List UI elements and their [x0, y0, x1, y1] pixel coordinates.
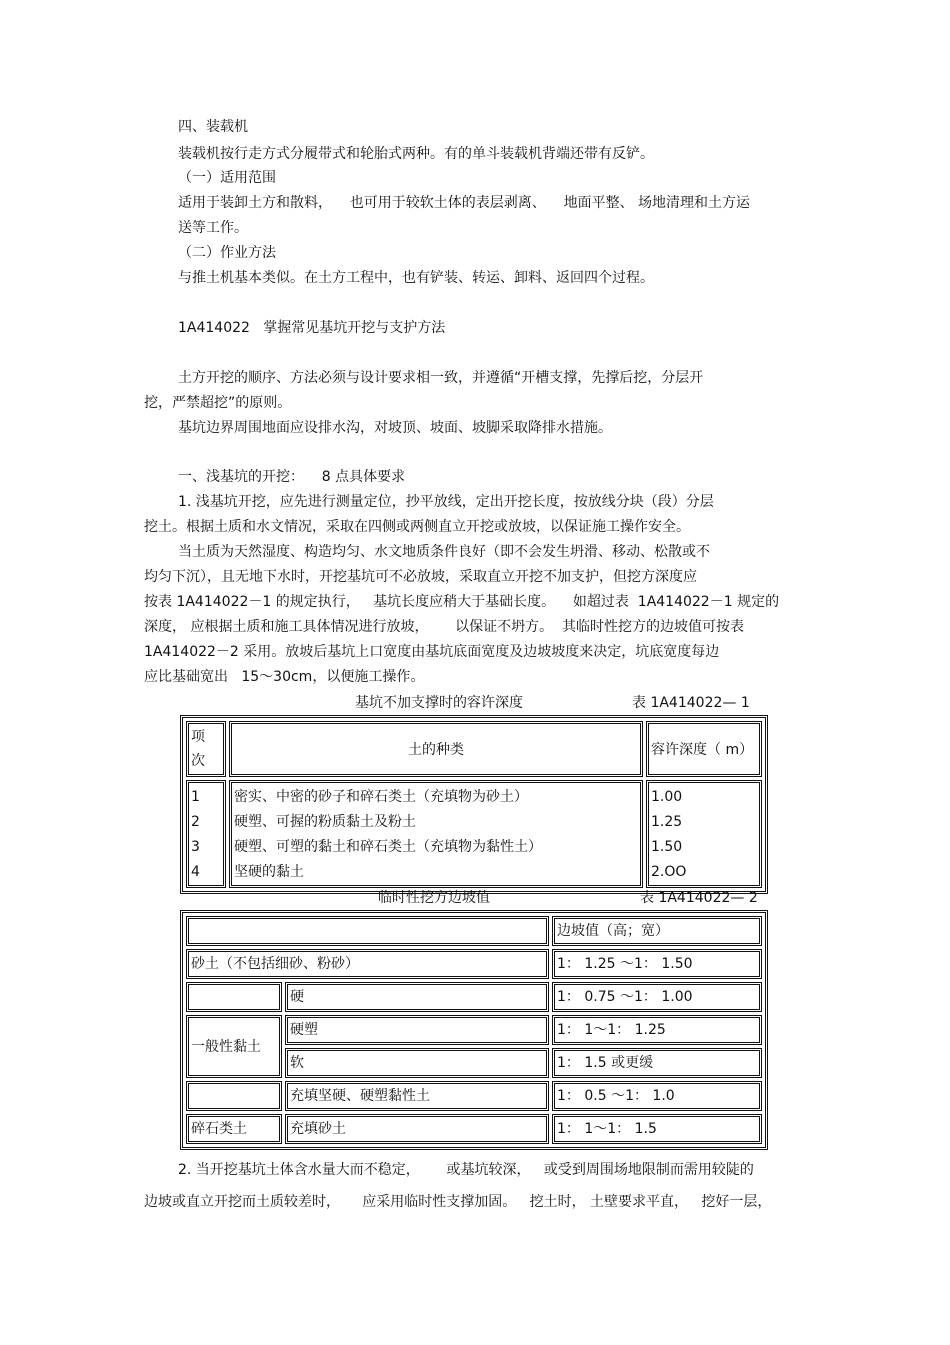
table-cell: 密实、中密的砂子和碎石类土（充填物为砂土） — [234, 789, 528, 805]
table-cell: 硬塑、可塑的黏土和碎石类土（充填物为黏性土） — [234, 839, 542, 855]
header-blank — [186, 916, 549, 946]
table-cell: 硬 — [285, 982, 549, 1012]
table-cell: 1： 0.5 ～1： 1.0 — [552, 1081, 762, 1111]
table-caption: 临时性挖方边坡值 — [378, 890, 490, 906]
table-cell — [186, 982, 282, 1012]
table-cell: 1： 1.25 ～1： 1.50 — [552, 949, 762, 979]
table-cell: 1： 1～1： 1.25 — [552, 1015, 762, 1045]
table-cell: 碎石类土 — [186, 1114, 282, 1144]
paragraph: 挖土。根据土质和水文情况，采取在四侧或两侧直立开挖或放坡，以保证施工操作安全。 — [144, 519, 690, 535]
table-cell: 3 — [191, 839, 200, 855]
table-cell: 4 — [191, 864, 200, 880]
table-cell: 2 — [191, 814, 200, 830]
section-heading: 四、装载机 — [178, 119, 248, 135]
group-label: 一般性黏土 — [186, 1015, 282, 1078]
table-number: 表 1A414022— 2 — [640, 890, 758, 906]
paragraph: 按表 1A414022－1 的规定执行， 基坑长度应稍大于基础长度。 如超过表 1A414022－1 规定的 — [144, 594, 780, 610]
header-soil-type: 土的种类 — [229, 721, 643, 777]
table-cell: 充填坚硬、硬塑黏性土 — [285, 1081, 549, 1111]
row-depth-column — [646, 780, 762, 888]
slope-value-table — [180, 910, 768, 1150]
header-slope: 边坡值（高；宽） — [552, 916, 762, 946]
paragraph: 均匀下沉），且无地下水时，开挖基坑可不必放坡，采取直立开挖不加支护，但挖方深度应 — [144, 569, 697, 585]
table-cell: 坚硬的黏土 — [234, 864, 304, 880]
paragraph: 2. 当开挖基坑土体含水量大而不稳定， 或基坑较深， 或受到周围场地限制而需用较陡的 — [178, 1162, 754, 1178]
subheading: （一）适用范围 — [178, 170, 276, 186]
paragraph: 与推土机基本类似。在土方工程中，也有铲装、转运、卸料、返回四个过程。 — [178, 270, 654, 286]
paragraph: 装载机按行走方式分履带式和轮胎式两种。有的单斗装载机背端还带有反铲。 — [178, 146, 654, 162]
header-allowable-depth: 容许深度（ m） — [646, 721, 762, 777]
table-cell: 砂土（不包括细砂、粉砂） — [186, 949, 549, 979]
table-caption: 基坑不加支撑时的容许深度 — [355, 695, 523, 711]
table-cell: 软 — [285, 1048, 549, 1078]
header-no: 项 次 — [186, 721, 226, 777]
table-cell: 1： 1～1： 1.5 — [552, 1114, 762, 1144]
paragraph: 深度， 应根据土质和施工具体情况进行放坡， 以保证不坍方。 其临时性挖方的边坡值可按表 — [144, 619, 745, 635]
table-cell: 1.50 — [651, 839, 683, 855]
paragraph: 土方开挖的顺序、方法必须与设计要求相一致，并遵循“开槽支撑，先撑后挖，分层开 — [178, 370, 704, 386]
paragraph: 1. 浅基坑开挖，应先进行测量定位，抄平放线，定出开挖长度，按放线分块（段）分层 — [178, 494, 714, 510]
paragraph: 适用于装卸土方和散料， 也可用于较软土体的表层剥离、 地面平整、 场地清理和土方运 — [178, 195, 751, 211]
paragraph: 送等工作。 — [178, 220, 248, 236]
allowable-depth-table — [180, 715, 768, 894]
topic-title: 1A414022 掌握常见基坑开挖与支护方法 — [178, 320, 446, 336]
table-cell: 1.25 — [651, 814, 683, 830]
paragraph: 挖，严禁超挖”的原则。 — [144, 395, 292, 411]
table-cell: 2.OO — [651, 864, 687, 880]
table-cell: 1： 0.75 ～1： 1.00 — [552, 982, 762, 1012]
row-no-column — [186, 780, 226, 888]
table-cell: 1 — [191, 789, 200, 805]
table-cell: 硬塑、可握的粉质黏土及粉土 — [234, 814, 416, 830]
table-number: 表 1A414022— 1 — [632, 695, 750, 711]
paragraph: 1A414022－2 采用。放坡后基坑上口宽度由基坑底面宽度及边坡坡度来决定，坑底宽度每边 — [144, 644, 720, 660]
paragraph: 边坡或直立开挖而土质较差时， 应采用临时性支撑加固。 挖土时， 土壁要求平直， 挖好一层， — [144, 1194, 772, 1210]
paragraph: 当土质为天然湿度、构造均匀、水文地质条件良好（即不会发生坍滑、移动、松散或不 — [178, 544, 710, 560]
row-soil-column — [229, 780, 643, 888]
table-cell: 1： 1.5 或更缓 — [552, 1048, 762, 1078]
table-cell: 硬塑 — [285, 1015, 549, 1045]
paragraph: 基坑边界周围地面应设排水沟，对坡顶、坡面、坡脚采取降排水措施。 — [178, 420, 612, 436]
table-cell: 充填砂土 — [285, 1114, 549, 1144]
table-cell: 1.00 — [651, 789, 683, 805]
section-heading: 一、浅基坑的开挖： 8 点具体要求 — [178, 469, 406, 485]
table-cell — [186, 1081, 282, 1111]
paragraph: 应比基础宽出 15～30cm，以便施工操作。 — [144, 669, 425, 685]
subheading: （二）作业方法 — [178, 245, 276, 261]
